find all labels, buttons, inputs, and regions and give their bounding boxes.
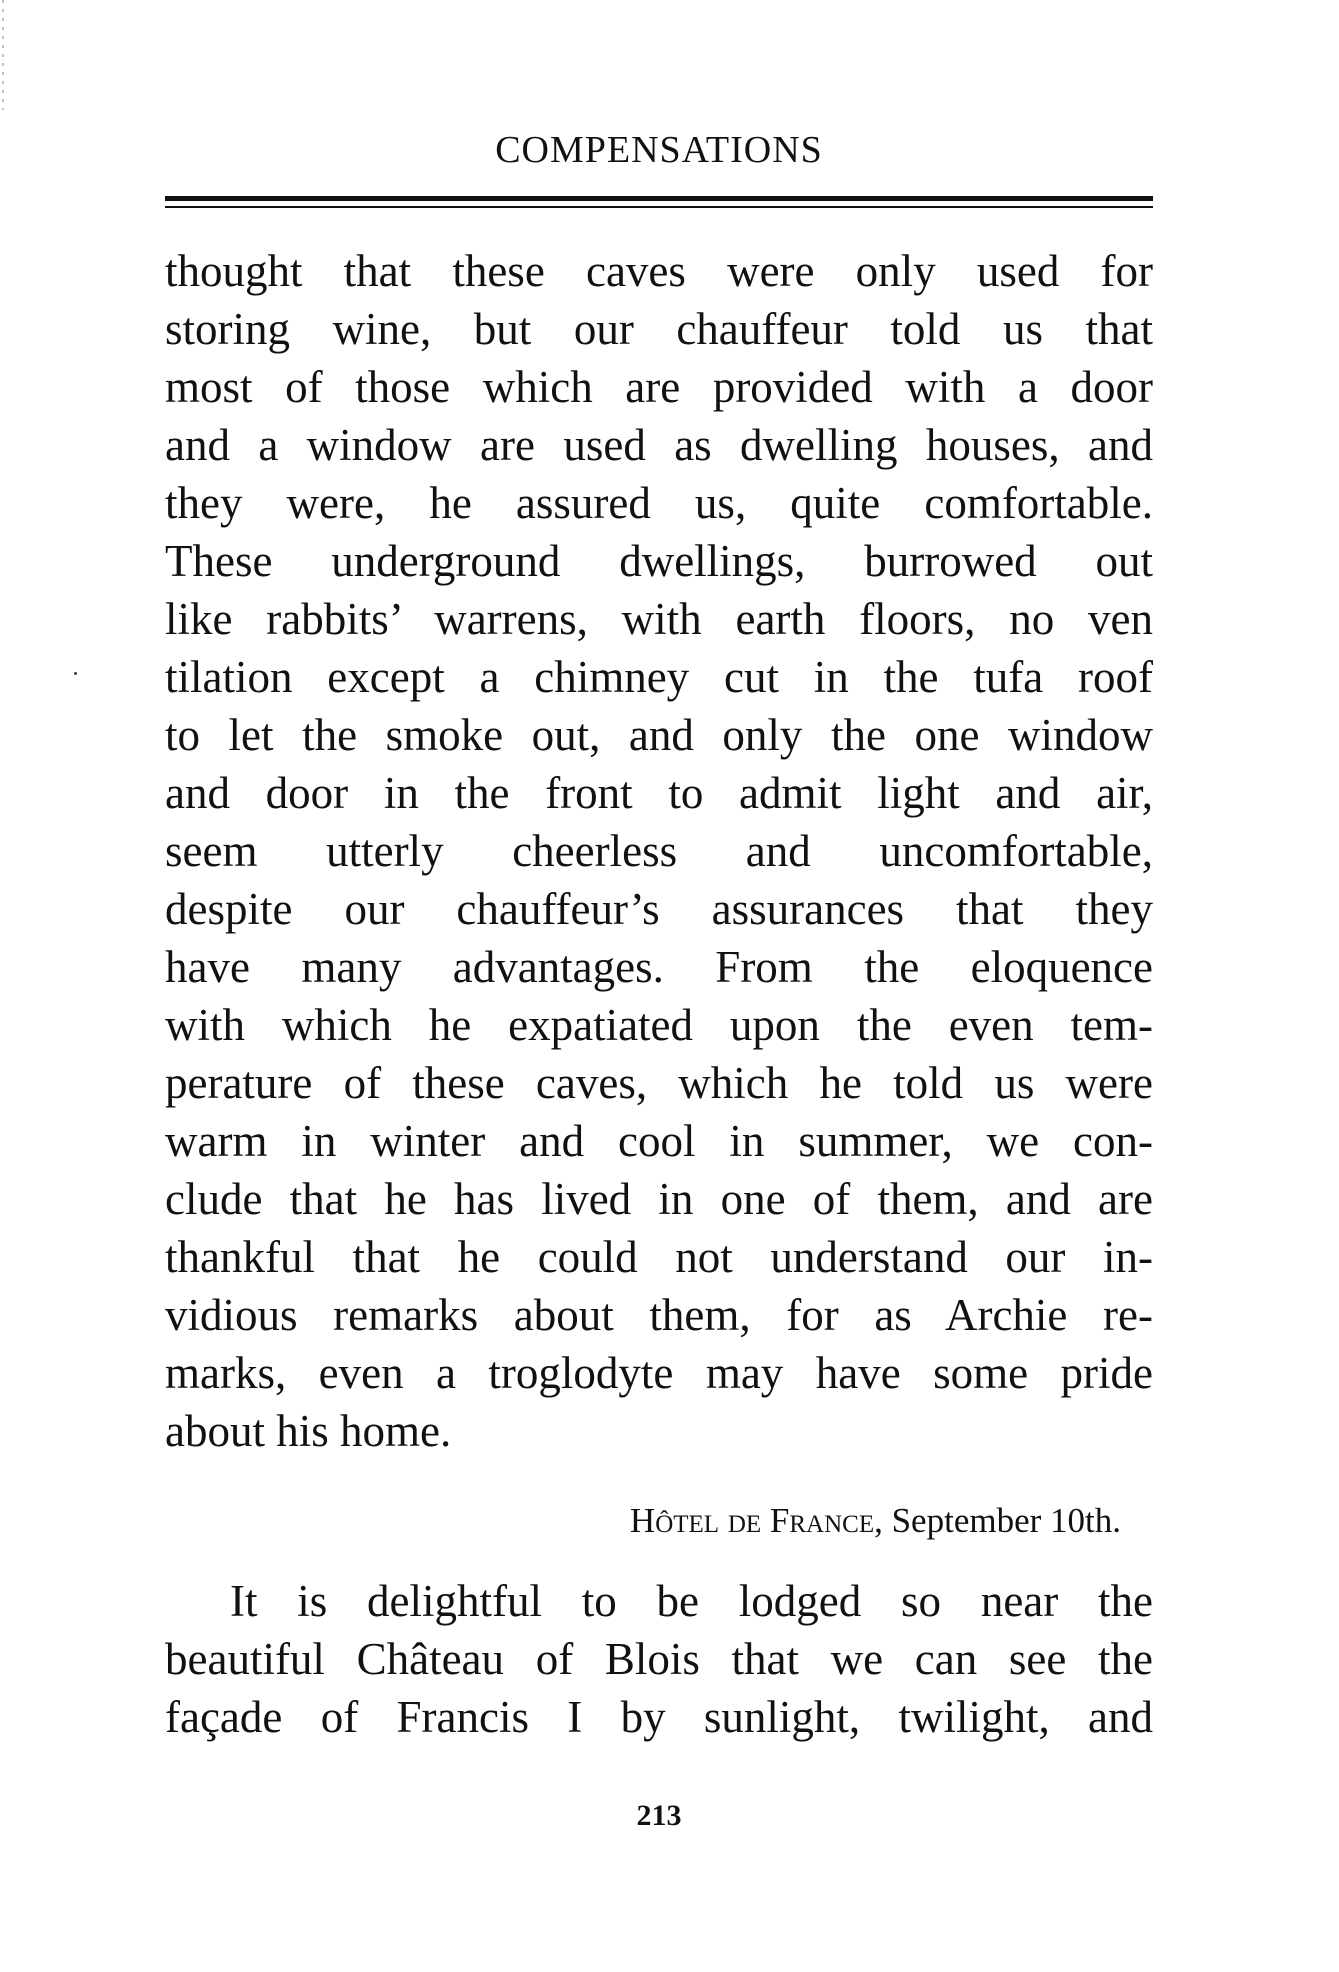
paragraph-2 (165, 1572, 1153, 1746)
running-head: COMPENSATIONS (495, 129, 823, 171)
text-line: tilation except a chimney cut in the tufa roof (165, 652, 1153, 702)
dateline-place: Hôtel de France (629, 1501, 875, 1540)
dateline-date: , September 10th. (874, 1501, 1121, 1540)
text-line: have many advantages. From the eloquence (165, 942, 1153, 992)
text-line: It is delightful to be lodged so near the (230, 1576, 1153, 1626)
header-rule-thin (165, 206, 1153, 208)
text-line: warm in winter and cool in summer, we con- (165, 1116, 1153, 1166)
text-line: These underground dwellings, burrowed out (165, 536, 1153, 586)
page-number: 213 (636, 1799, 682, 1832)
text-line: they were, he assured us, quite comfortable. (165, 478, 1153, 528)
text-line: and door in the front to admit light and air, (165, 768, 1153, 818)
text-line: beautiful Château of Blois that we can see the (165, 1634, 1153, 1684)
text-line: clude that he has lived in one of them, and are (165, 1174, 1153, 1224)
dateline (630, 1498, 1121, 1544)
text-line: storing wine, but our chauffeur told us that (165, 304, 1153, 354)
scan-speck (74, 672, 77, 675)
text-line: despite our chauffeur’s assurances that they (165, 884, 1153, 934)
text-line: vidious remarks about them, for as Archie re- (165, 1290, 1153, 1340)
scan-edge-mark (2, 0, 4, 110)
text-line: with which he expatiated upon the even tem- (165, 1000, 1153, 1050)
text-line: thought that these caves were only used for (165, 246, 1153, 296)
text-line: seem utterly cheerless and uncomfortable, (165, 826, 1153, 876)
text-line: and a window are used as dwelling houses, and (165, 420, 1153, 470)
text-line: most of those which are provided with a door (165, 362, 1153, 412)
header-rule-thick (165, 196, 1153, 201)
text-line: about his home. (165, 1406, 452, 1456)
text-line: to let the smoke out, and only the one window (165, 710, 1153, 760)
text-line: perature of these caves, which he told us were (165, 1058, 1153, 1108)
text-line: marks, even a troglodyte may have some pride (165, 1348, 1153, 1398)
text-line: façade of Francis I by sunlight, twilight, and (165, 1692, 1153, 1742)
paragraph-1 (165, 242, 1153, 1460)
text-line: like rabbits’ warrens, with earth floors, no ven (165, 594, 1153, 644)
text-line: thankful that he could not understand our in- (165, 1232, 1153, 1282)
